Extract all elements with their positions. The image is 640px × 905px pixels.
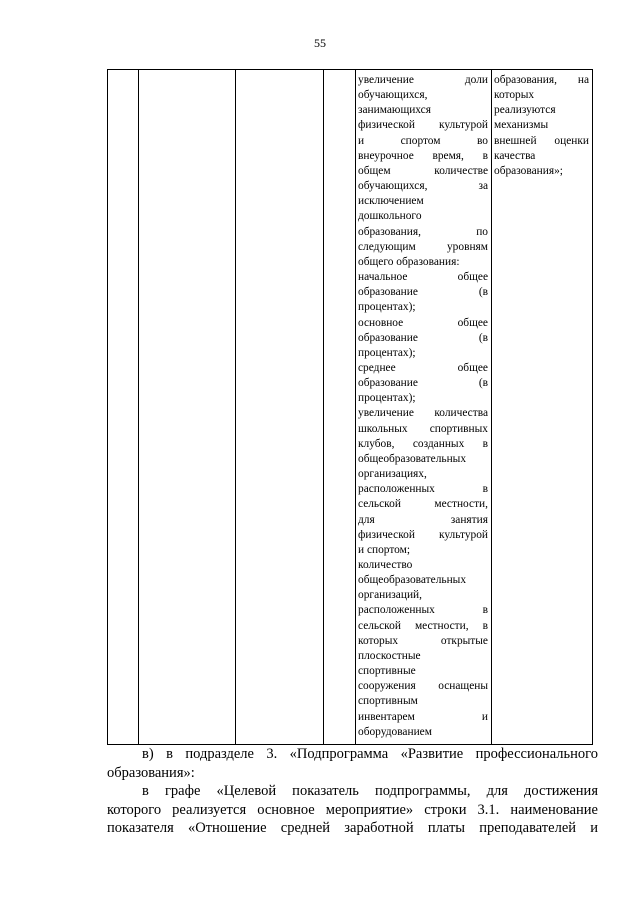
cell-line: образования»;	[494, 164, 563, 177]
cell-line: расположенных в	[358, 483, 488, 496]
cell-line: механизмы	[494, 119, 549, 132]
cell-line: образование (в	[358, 377, 488, 390]
mechanism-text	[492, 70, 592, 179]
cell-line: основное общее	[358, 316, 488, 329]
cell-line: дошкольного	[358, 210, 422, 223]
table-cell-3	[236, 70, 324, 745]
page-number: 55	[314, 36, 326, 50]
cell-line: реализуются	[494, 104, 556, 117]
cell-line: клубов, созданных в	[358, 437, 488, 450]
cell-line: которых открытые	[358, 634, 488, 647]
cell-line: и спортом;	[358, 543, 411, 556]
cell-line: инвентарем и	[358, 710, 488, 723]
cell-line: следующим уровням	[358, 240, 488, 253]
cell-line: процентах);	[358, 346, 416, 359]
table-cell-4	[324, 70, 356, 745]
body-line: показателя «Отношение средней заработной платы преподавателей и	[107, 820, 598, 837]
cell-line: общеобразовательных	[358, 574, 467, 587]
cell-line: образования, по	[358, 225, 488, 238]
table-cell-2	[139, 70, 236, 745]
cell-line: среднее общее	[358, 361, 488, 374]
cell-line: обучающихся,	[358, 89, 428, 102]
cell-line: занимающихся	[358, 104, 431, 117]
cell-line: увеличение доли	[358, 74, 488, 86]
cell-line: образование (в	[358, 331, 488, 344]
table-row	[108, 70, 593, 745]
cell-line: физической культурой	[358, 119, 488, 132]
indicator-text	[356, 70, 491, 740]
cell-line: сооружения оснащены	[358, 680, 488, 693]
table-cell-indicator	[356, 70, 492, 745]
body-line: которого реализуется основное мероприятие» строки 3.1. наименование	[107, 801, 598, 818]
cell-line: внешней оценки	[494, 134, 589, 147]
cell-line: физической культурой	[358, 528, 488, 541]
cell-line: сельской местности, в	[358, 619, 488, 632]
cell-line: исключением	[358, 195, 424, 208]
cell-line: качества	[494, 149, 536, 162]
cell-line: организациях,	[358, 468, 427, 481]
cell-line: количество	[358, 559, 413, 571]
cell-line: образования, на	[494, 74, 589, 86]
cell-line: спортивным	[358, 695, 418, 708]
cell-line: для занятия	[358, 513, 488, 526]
cell-line: плоскостные	[358, 649, 421, 662]
cell-line: сельской местности,	[358, 498, 488, 511]
cell-line: оборудованием	[358, 725, 432, 738]
cell-line: общеобразовательных	[358, 452, 467, 465]
cell-line: общем количестве	[358, 164, 488, 177]
cell-line: увеличение количества	[358, 407, 488, 420]
cell-line: организаций,	[358, 589, 422, 602]
cell-line: и спортом во	[358, 134, 488, 147]
cell-line: спортивные	[358, 665, 416, 678]
indicator-table	[107, 69, 593, 745]
cell-line: процентах);	[358, 392, 416, 405]
cell-line: начальное общее	[358, 271, 488, 284]
body-line: в графе «Целевой показатель подпрограммы, для достижения	[142, 783, 598, 800]
body-text	[107, 745, 598, 838]
cell-line: которых	[494, 89, 535, 102]
cell-line: образование (в	[358, 286, 488, 299]
table-cell-mechanism	[492, 70, 593, 745]
cell-line: расположенных в	[358, 604, 488, 617]
cell-line: процентах);	[358, 301, 416, 314]
cell-line: школьных спортивных	[358, 422, 488, 435]
body-line: в) в подразделе 3. «Подпрограмма «Развитие профессионального	[142, 746, 598, 762]
body-line: образования»:	[107, 764, 195, 781]
cell-line: внеурочное время, в	[358, 149, 488, 162]
cell-line: общего образования:	[358, 255, 460, 268]
cell-line: обучающихся, за	[358, 180, 488, 193]
table-cell-1	[108, 70, 139, 745]
